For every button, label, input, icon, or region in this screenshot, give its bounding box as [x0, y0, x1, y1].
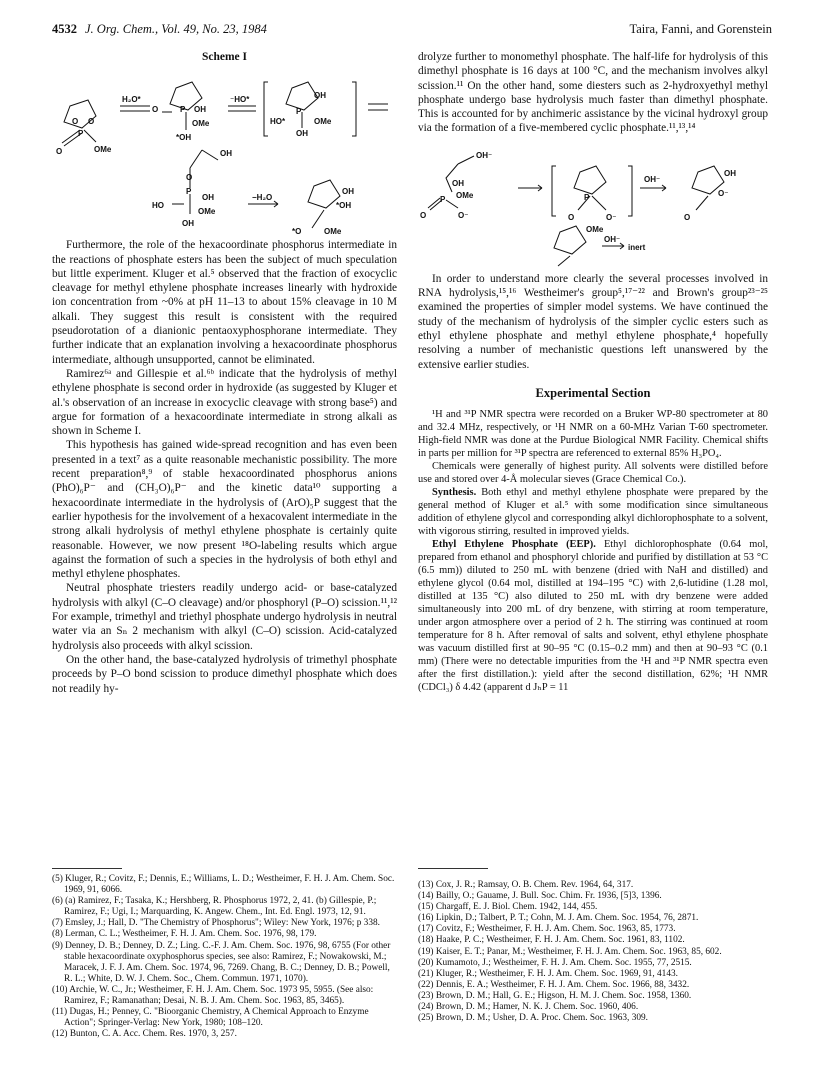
scheme-label: O: [152, 105, 159, 115]
scheme-label: P: [440, 194, 446, 204]
scheme-label: OMe: [192, 119, 210, 129]
scheme-label: OH: [194, 105, 206, 115]
scheme-label: *OH: [336, 201, 352, 211]
footnote: (15) Chargaff, E. J. Biol. Chem. 1942, 144, 455.: [418, 902, 598, 913]
paragraph: On the other hand, the base-catalyzed hydrolysis of trimethyl phosphate proceeds by P–O bond scission to produce dimethyl phosphate which does not readily hy-: [52, 653, 397, 695]
scheme-label: H₂O*: [122, 95, 141, 105]
paragraph: In order to understand more clearly the several processes involved in RNA hydrolysis,¹⁵,¹⁶ Westheimer's group⁵,¹⁷⁻²² and Brown's group²³⁻²⁵ examined the properties of simpler model systems. We have continued the study of the mechanism of hydrolysis of the simpler cyclic esters such as ethyl ethylene phosphate and methyl ethylene phosphate,⁴ hopefully resolving a number of mechanistic questions left unanswered by the extensive earlier studies.: [418, 272, 768, 371]
scheme-label: HO*: [270, 117, 286, 127]
scheme-label: OH: [296, 129, 308, 139]
footnote: (14) Bailly, O.; Gauame, J. Bull. Soc. Chim. Fr. 1936, [5]3, 1396.: [418, 891, 662, 902]
footnote: (24) Brown, D. M.; Hamer, N. K. J. Chem. Soc. 1960, 406.: [418, 1002, 639, 1013]
scheme-label: OH: [202, 193, 214, 203]
paragraph: ¹H and ³¹P NMR spectra were recorded on a Bruker WP-80 spectrometer at 80 and 32.4 MHz, respectively, or ¹H NMR on a 60-MHz Varian T-60 spectrometer. High-field NMR was done at the Purdue Biological NMR Facility. Chemical shifts in parts per million for ³¹P spectra are referenced to external 85% H₃PO₄.: [418, 409, 768, 460]
header-authors: Taira, Fanni, and Gorenstein: [629, 22, 772, 36]
running-header: [52, 22, 772, 40]
scheme-label: OH⁻: [644, 174, 661, 184]
scheme-label: OMe: [324, 227, 342, 237]
paragraph-body: Both ethyl and methyl ethylene phosphate were prepared by the general method of Kluger et al.⁵ with some modification since simultaneous addition of ethylene glycol and corresponding alkyl dichlorophosphate to a solvent, with vigorous stirring, resulted in improved yields.: [418, 487, 768, 538]
scheme-label: P: [186, 187, 192, 197]
header-left: [52, 22, 267, 37]
footnote: (10) Archie, W. C., Jr.; Westheimer, F. H. J. Am. Chem. Soc. 1973 95, 5955. (See also: Ramirez, F.; Ramanathan; Desai, N. B. J. Am. Chem. Soc. 1963, 85, 3465).: [52, 984, 374, 1007]
paragraph: Ramirez⁶ᵃ and Gillespie et al.⁶ᵇ indicate that the hydrolysis of methyl ethylene phosphate is second order in hydroxide (as suggested by Kluger et al.'s observation of an increase in exocyclic cleavage with strong base⁵) and argue for formation of a hexacoordinate intermediate in strong alkali as shown in Scheme I.: [52, 367, 397, 438]
footnote: (22) Dennis, E. A.; Westheimer, F. H. J. Am. Chem. Soc. 1966, 88, 3432.: [418, 979, 690, 990]
footnote-rule-left: [52, 868, 122, 869]
scheme-label: O: [72, 117, 79, 127]
footnote: (18) Haake, P. C.; Westheimer, F. H. J. Am. Chem. Soc. 1961, 83, 1102.: [418, 935, 685, 946]
runin-heading: Synthesis.: [432, 487, 477, 499]
journal-citation: J. Org. Chem., Vol. 49, No. 23, 1984: [85, 22, 267, 36]
scheme-label: OH: [724, 168, 736, 178]
scheme-label: OH: [452, 178, 464, 188]
footnote: (8) Lerman, C. L.; Westheimer, F. H. J. Am. Chem. Soc. 1976, 98, 179.: [52, 929, 317, 940]
footnote: (25) Brown, D. M.; Usher, D. A. Proc. Chem. Soc. 1963, 309.: [418, 1013, 648, 1024]
scheme-label: OH⁻: [604, 234, 621, 244]
scheme-label: OMe: [456, 190, 474, 200]
scheme-label: O: [420, 210, 427, 220]
footnote: (23) Brown, D. M.; Hall, G. E.; Higson, H. M. J. Chem. Soc. 1958, 1360.: [418, 990, 692, 1001]
scheme-label: P: [296, 107, 302, 117]
footnote-rule-right: [418, 868, 488, 869]
anchimeric-scheme-diagram: [418, 142, 768, 268]
scheme-label: ⁻HO*: [230, 95, 250, 105]
footnote: (19) Kaiser, E. T.; Panar, M.; Westheimer, F. H. J. Am. Chem. Soc. 1963, 85, 602.: [418, 946, 722, 957]
scheme-label: O⁻: [718, 188, 729, 198]
footnote: (9) Denney, D. B.; Denney, D. Z.; Ling. C.-F. J. Am. Chem. Soc. 1976, 98, 6755 (For other stable hexacoordinate oxyphosphorus species, see also: Ramirez, F.; Nowakowski, M.; Maracek, J. F. J. Am. Chem. Soc. 1974, 96, 7269. Chang, B. C.; Denney, D. B.; Powell, R. L.; White, D. W. J. Chem. Soc., Chem. Commun. 1971, 1070).: [52, 940, 391, 984]
left-column: [52, 50, 397, 696]
page-number: 4532: [52, 22, 77, 36]
scheme-label: OMe: [586, 224, 604, 234]
paragraph: drolyze further to monomethyl phosphate. The half-life for hydrolysis of this dimethyl phosphate is 16 days at 100 °C, and the mechanism involves alkyl scission.¹¹ On the other hand, some diesters such as 2-hydroxyethyl methyl phosphate undergo base hydrolysis much faster than dimethyl phosphate. This is accounted for by anchimeric assistance by the vicinal hydroxyl group via the formation of a five-membered cyclic phosphate.¹¹,¹³,¹⁴: [418, 51, 768, 135]
paragraph: Furthermore, the role of the hexacoordinate phosphorus intermediate in the reactions of phosphate esters has been the subject of much speculation but little experiment. Kluger et al.⁵ observed that the fraction of exocyclic cleavage for methyl ethylene phosphate increases linearly with hydroxide ion concentration from ~0% at pH 11–13 to about 15% cleavage in 10 M alkali. They suggest this result is consistent with the required pseudorotation of a dianionic pentaoxyphosphorane intermediate. They further indicate that an explanation involving a hexacoordinate phosphorus intermediate, although unsupported, cannot be eliminated.: [52, 239, 397, 366]
scheme-label: −H₂O: [252, 193, 273, 203]
footnote: (12) Bunton, C. A. Acc. Chem. Res. 1970, 3, 257.: [52, 1029, 237, 1040]
scheme-label: OH: [314, 91, 326, 101]
footnote: (11) Dugas, H.; Penney, C. "Bioorganic Chemistry, A Chemical Approach to Enzyme Action"; Springer-Verlag: New York, 1980; 108–120.: [52, 1007, 369, 1029]
scheme-label: P: [584, 192, 590, 202]
scheme-label: *O: [292, 227, 302, 237]
scheme-label: OH: [182, 219, 194, 229]
footnote: (5) Kluger, R.; Covitz, F.; Dennis, E.; Williams, L. D.; Westheimer, F. H. J. Am. Chem. Soc. 1969, 91, 6066.: [52, 874, 395, 896]
scheme-label: O: [568, 212, 575, 222]
paragraph: Neutral phosphate triesters readily undergo acid- or base-catalyzed hydrolysis with alkyl (C–O cleavage) and/or phosphoryl (P–O) scission.¹¹,¹² For example, trimethyl and triethyl phosphate undergo hydrolysis in neutral water via an Sₙ 2 mechanism with alkyl (C–O) scission. Acid-catalyzed hydrolysis also proceeds with alkyl scission.: [52, 582, 397, 652]
scheme-label: O: [88, 117, 95, 127]
paragraph-body: Ethyl dichlorophosphate (0.64 mol, prepared from ethanol and phosphoryl chloride and purified by distillation at 53 °C (6.5 mm)) diluted to 250 mL with benzene (dried with NaH and distilled) and ethylene glycol (0.64 mol, distilled at 194–195 °C) with 2,6-lutidine (1.28 mol, distilled at 135 °C) also diluted to 250 mL with dry benzene were added simultaneously into 200 mL of dry benzene, with stirring at room temperature, under argon atmosphere over a period of 2 h. The stirring was continued at room temperature for 8 h. After removal of salts and solvent, ethyl ethylene phosphate was vacuum distilled first at 90–95 °C (0.15–0.2 mm) and then at 90–93 °C (0.1 mm) (There were no detectable impurities from the ¹H and ³¹P NMR spectra even after the first distillation.): yield after the second distillation, 62%; ¹H NMR (CDCl₃) δ 4.42 (apparent d JₕP = 11: [418, 539, 768, 694]
scheme-1-diagram: [52, 68, 397, 238]
footnote: (21) Kluger, R.; Westheimer, F. H. J. Am. Chem. Soc. 1969, 91, 4143.: [418, 968, 678, 979]
footnote: (20) Kumamoto, J.; Westheimer, F. H. J. Am. Chem. Soc. 1955, 77, 2515.: [418, 957, 692, 968]
scheme-label: OMe: [94, 145, 112, 155]
scheme-label: P: [78, 129, 84, 139]
section-heading: Experimental Section: [535, 385, 651, 400]
scheme-label: OH⁻: [476, 150, 493, 160]
paragraph: [418, 486, 768, 538]
footnotes-left: [52, 874, 397, 1040]
scheme-label: O⁻: [606, 212, 617, 222]
scheme-label: P: [180, 105, 186, 115]
scheme-label: OMe: [314, 117, 332, 127]
paragraph: This hypothesis has gained wide-spread recognition and has even been presented in a text⁷ as a quite reasonable mechanistic possibility. The more recent preparation⁸,⁹ of stable hexacoordinated phosphorus anions (PhO)₆P⁻ and (CH₃O)₆P⁻ and the kinetic data¹⁰ supporting a hexacoordinate intermediate in the hydrolysis of (ArO)₅P suggest that the earlier hypothesis for the involvement of a hexacovalent intermediate in the strong alkali hydrolysis of methyl ethylene phosphate is certainly quite reasonable. However, we now present ¹⁸O-labeling results which argue against the formation of such a species in the hydrolysis of both ethyl and methyl ethylene phosphates.: [52, 439, 397, 581]
footnotes-right: [418, 880, 768, 1024]
footnote: (6) (a) Ramirez, F.; Tasaka, K.; Hershberg, R. Phosphorus 1972, 2, 41. (b) Gillespie, P.; Ramirez, F.; Ugi, I.; Marquarding, K. Angew. Chem., Int. Ed. Engl. 1973, 12, 91.: [52, 896, 377, 918]
scheme-label: OMe: [198, 207, 216, 217]
paragraph: [418, 538, 768, 694]
footnote: (16) Lipkin, D.; Talbert, P. T.; Cohn, M. J. Am. Chem. Soc. 1954, 76, 2871.: [418, 913, 699, 924]
scheme-label: inert: [628, 242, 646, 252]
scheme-label: O⁻: [458, 210, 469, 220]
scheme-label: HO: [152, 201, 164, 211]
scheme-title: Scheme I: [201, 51, 248, 63]
scheme-label: O: [56, 147, 63, 157]
scheme-label: OH: [342, 187, 354, 197]
paragraph: Chemicals were generally of highest purity. All solvents were distilled before use and stored over 4-Å molecular sieves (Grace Chemical Co.).: [418, 461, 768, 486]
footnote: (7) Emsley, J.; Hall, D. "The Chemistry of Phosphorus"; Wiley: New York, 1976; p 338.: [52, 918, 380, 929]
scheme-label: OH: [220, 149, 232, 159]
scheme-label: *OH: [176, 133, 192, 143]
scheme-label: O: [186, 173, 193, 183]
right-column: [418, 50, 768, 694]
footnote: (13) Cox, J. R.; Ramsay, O. B. Chem. Rev. 1964, 64, 317.: [418, 880, 634, 890]
scheme-label: O: [684, 212, 691, 222]
footnote: (17) Covitz, F.; Westheimer, F. H. J. Am. Chem. Soc. 1963, 85, 1773.: [418, 924, 676, 935]
runin-heading: Ethyl Ethylene Phosphate (EEP).: [432, 539, 596, 551]
